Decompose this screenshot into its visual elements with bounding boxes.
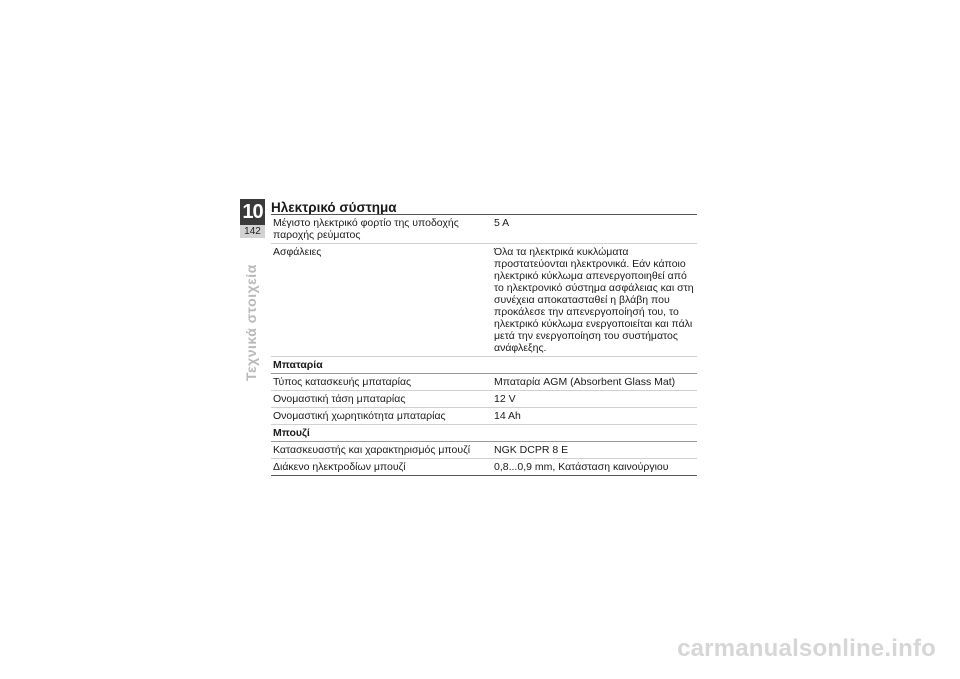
table-row (271, 391, 697, 408)
spec-value: NGK DCPR 8 E (494, 442, 697, 459)
spec-label: Μέγιστο ηλεκτρικό φορτίο της υποδοχής παροχής ρεύματος (271, 215, 494, 244)
spec-value: Όλα τα ηλεκτρικά κυκλώματα προστατεύονται ηλεκτρονικά. Εάν κάποιο ηλεκτρικό κύκλωμα απενεργοποιηθεί από το ηλεκτρονικό σύστημα ασφάλειας και στη συνέχεια αποκατασταθεί η βλάβη που προκάλεσε την απενεργοποίησή του, το ηλεκτρικό κύκλωμα ενεργοποιείται και πάλι μετά την ενεργοποίηση του συστήματος ανάφλεξης. (494, 244, 697, 357)
subheading-spark-plug: Μπουζί (271, 425, 697, 442)
table-subheading-row (271, 425, 697, 442)
spec-label: Ονομαστική χωρητικότητα μπαταρίας (271, 408, 494, 425)
table-row (271, 215, 697, 244)
table-row (271, 374, 697, 391)
spec-value: Μπαταρία AGM (Absorbent Glass Mat) (494, 374, 697, 391)
spec-table (271, 214, 697, 476)
subheading-battery: Μπαταρία (271, 357, 697, 374)
chapter-tab (240, 199, 265, 238)
spec-value: 5 A (494, 215, 697, 244)
spec-label: Κατασκευαστής και χαρακτηρισμός μπουζί (271, 442, 494, 459)
watermark: carmanualsonline.info (677, 635, 936, 662)
table-row (271, 459, 697, 476)
page-number: 142 (240, 225, 265, 238)
table-subheading-row (271, 357, 697, 374)
spec-value: 14 Ah (494, 408, 697, 425)
spec-label: Διάκενο ηλεκτροδίων μπουζί (271, 459, 494, 476)
chapter-vertical-title: Τεχνικά στοιχεία (243, 264, 259, 381)
chapter-number: 10 (240, 199, 265, 225)
table-row (271, 244, 697, 357)
spec-label: Τύπος κατασκευής μπαταρίας (271, 374, 494, 391)
spec-label: Ονομαστική τάση μπαταρίας (271, 391, 494, 408)
spec-label: Ασφάλειες (271, 244, 494, 357)
table-row (271, 408, 697, 425)
spec-value: 0,8...0,9 mm, Κατάσταση καινούργιου (494, 459, 697, 476)
section-title: Ηλεκτρικό σύστημα (271, 200, 397, 215)
table-row (271, 442, 697, 459)
spec-value: 12 V (494, 391, 697, 408)
